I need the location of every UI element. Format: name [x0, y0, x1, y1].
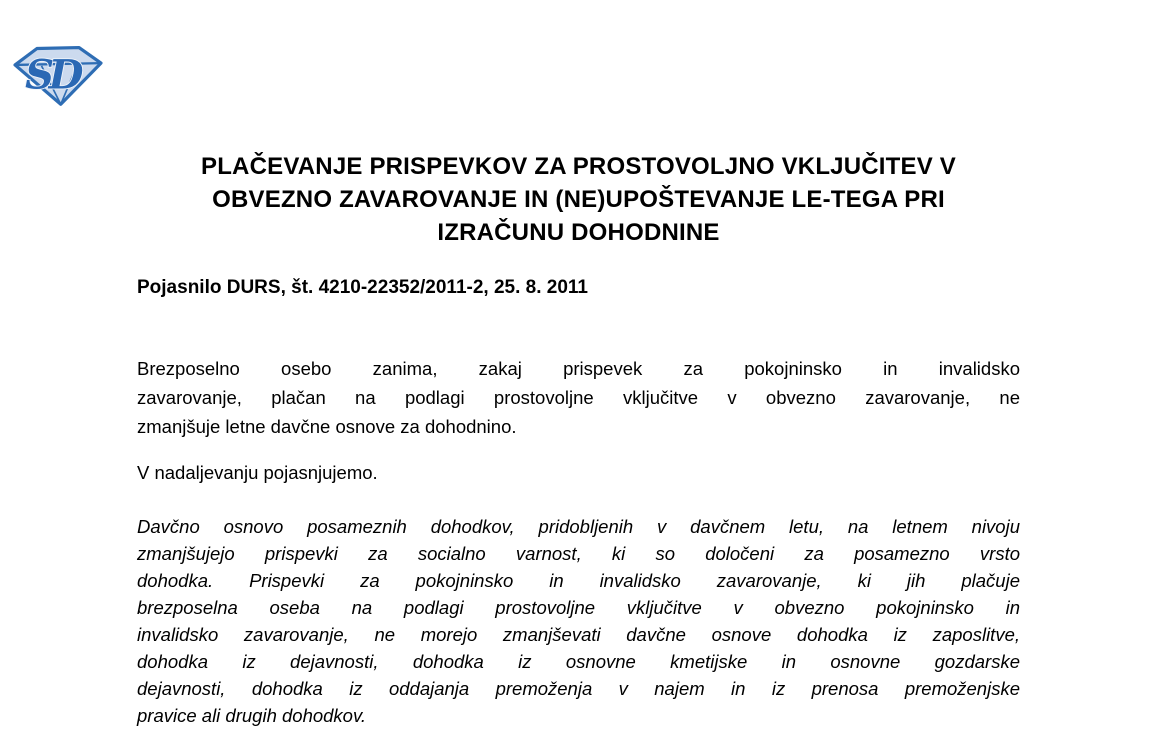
- document-title: [137, 150, 1020, 249]
- intro-paragraph: [137, 354, 1020, 441]
- paragraph-line: zmanjšuje letne davčne osnove za dohodnino.: [137, 416, 517, 437]
- paragraph-line: dohodka iz dejavnosti, dohodka iz osnovne kmetijske in osnovne gozdarske: [137, 651, 1020, 672]
- paragraph-line: Davčno osnovo posameznih dohodkov, pridobljenih v davčnem letu, na letnem nivoju: [137, 516, 1020, 537]
- explanation-paragraph: [137, 513, 1020, 729]
- paragraph-line: Brezposelno osebo zanima, zakaj prispevek za pokojninsko in invalidsko: [137, 358, 1020, 379]
- lead-in-paragraph: V nadaljevanju pojasnjujemo.: [137, 462, 378, 483]
- sd-logo: [12, 43, 104, 107]
- paragraph-line: zavarovanje, plačan na podlagi prostovoljne vključitve v obvezno zavarovanje, ne: [137, 387, 1020, 408]
- paragraph-line: zmanjšujejo prispevki za socialno varnost, ki so določeni za posamezno vrsto: [137, 543, 1020, 564]
- reference-line: Pojasnilo DURS, št. 4210-22352/2011-2, 25. 8. 2011: [137, 277, 588, 298]
- title-line: PLAČEVANJE PRISPEVKOV ZA PROSTOVOLJNO VKLJUČITEV V: [200, 153, 957, 180]
- title-line: OBVEZNO ZAVAROVANJE IN (NE)UPOŠTEVANJE LE-TEGA PRI: [212, 186, 945, 213]
- paragraph-line: pravice ali drugih dohodkov.: [137, 705, 366, 726]
- paragraph-line: invalidsko zavarovanje, ne morejo zmanjševati davčne osnove dohodka iz zaposlitve,: [137, 624, 1020, 645]
- title-line: IZRAČUNU DOHODNINE: [437, 219, 720, 246]
- sd-diamond-icon: [12, 43, 104, 107]
- document-body: [137, 0, 1020, 729]
- sd-logo-letters: SD: [25, 51, 79, 99]
- paragraph-line: dejavnosti, dohodka iz oddajanja premoženja v najem in iz prenosa premoženjske: [137, 678, 1020, 699]
- paragraph-line: brezposelna oseba na podlagi prostovoljne vključitve v obvezno pokojninsko in: [137, 597, 1020, 618]
- paragraph-line: dohodka. Prispevki za pokojninsko in invalidsko zavarovanje, ki jih plačuje: [137, 570, 1020, 591]
